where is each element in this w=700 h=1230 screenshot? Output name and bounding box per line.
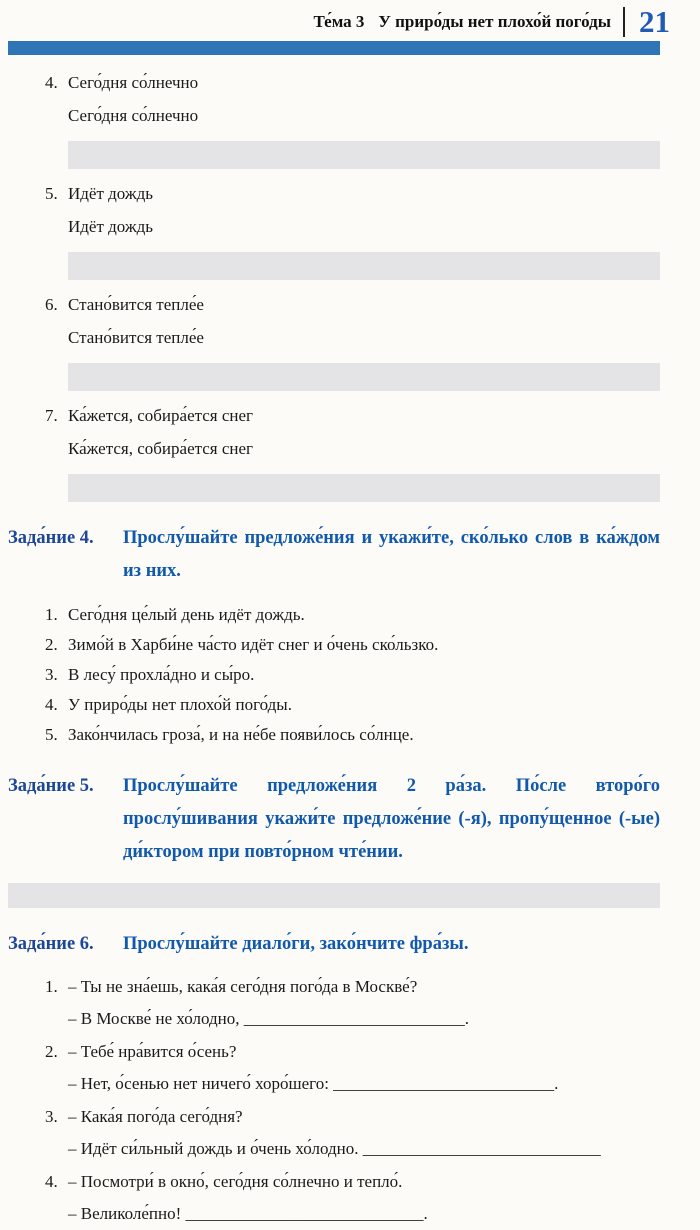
item-repeat: Ка́жется, собира́ется снег xyxy=(68,439,254,458)
dialogue-question: – Ты не зна́ешь, кака́я сего́дня пого́да в Москве́? xyxy=(68,977,418,996)
task-5-label: Зада́ние 5. xyxy=(8,776,94,796)
task-6-instruction: Прослу́шайте диало́ги, зако́нчите фра́зы. xyxy=(123,934,469,954)
sentence-text: Зимо́й в Харби́не ча́сто идёт снег и о́чень ско́льзко. xyxy=(68,635,439,654)
page-header xyxy=(0,0,700,38)
task-4-label: Зада́ние 4. xyxy=(8,528,94,548)
page-number: 21 xyxy=(639,4,670,39)
dialogue-item xyxy=(0,1036,700,1100)
item-number: 4. xyxy=(45,73,58,92)
task-4-instruction: Прослу́шайте предложе́ния и укажи́те, ско́лько слов в ка́ждом из них. xyxy=(123,528,660,581)
sentence-item xyxy=(0,690,700,720)
task-4-heading xyxy=(8,522,660,588)
running-title xyxy=(313,12,611,32)
answer-field-bar xyxy=(68,363,660,391)
dialogue-number: 3. xyxy=(45,1107,58,1126)
task-6-heading xyxy=(8,928,660,961)
dialogue-answer-with-blank: – Великоле́пно! ____________________________. xyxy=(68,1204,428,1223)
task-6-dialogues xyxy=(0,971,700,1230)
dialogue-answer-with-blank: – Идёт си́льный дождь и о́чень хо́лодно. ____________________________ xyxy=(68,1139,601,1158)
task-5-instruction: Прослу́шайте предложе́ния 2 ра́за. По́сле второ́го прослу́шивания укажи́те предложе́ние (-я), пропу́щенное (-ые) ди́ктором при повто́рном чте́нии. xyxy=(123,776,660,862)
item-number: 6. xyxy=(45,295,58,314)
answer-field-bar xyxy=(68,252,660,280)
sentence-text: Сего́дня це́лый день идёт дождь. xyxy=(68,605,305,624)
sentence-item xyxy=(0,630,700,660)
sentence-number: 3. xyxy=(45,665,58,684)
item-number: 7. xyxy=(45,406,58,425)
item-repeat: Стано́вится тепле́е xyxy=(68,328,204,347)
exercise-items xyxy=(0,73,700,502)
sentence-text: У приро́ды нет плохо́й пого́ды. xyxy=(68,695,292,714)
sentence-number: 5. xyxy=(45,725,58,744)
header-accent-bar xyxy=(8,41,660,55)
dialogue-number: 4. xyxy=(45,1172,58,1191)
dialogue-item xyxy=(0,1166,700,1230)
dialogue-answer-with-blank: – Нет, о́сенью нет ничего́ хоро́шего: __________________________. xyxy=(68,1074,559,1093)
exercise-item xyxy=(0,73,700,169)
exercise-item xyxy=(0,406,700,502)
answer-field-bar xyxy=(68,474,660,502)
dialogue-question: – Посмотри́ в окно́, сего́дня со́лнечно и тепло́. xyxy=(68,1172,403,1191)
answer-field-bar-wide xyxy=(8,883,660,908)
dialogue-item xyxy=(0,971,700,1035)
exercise-item xyxy=(0,184,700,280)
task-4-sentence-list xyxy=(0,600,700,750)
chapter-label: Те́ма 3 xyxy=(313,12,365,31)
item-prompt: Ка́жется, собира́ется снег xyxy=(68,406,254,425)
dialogue-number: 2. xyxy=(45,1042,58,1061)
item-prompt: Идёт дождь xyxy=(68,184,154,203)
answer-field-bar xyxy=(68,141,660,169)
sentence-text: В лесу́ прохла́дно и сы́ро. xyxy=(68,665,255,684)
task-6-label: Зада́ние 6. xyxy=(8,934,94,954)
dialogue-question: – Тебе́ нра́вится о́сень? xyxy=(68,1042,237,1061)
sentence-item xyxy=(0,720,700,750)
sentence-text: Зако́нчилась гроза́, и на не́бе появи́лось со́лнце. xyxy=(68,725,414,744)
item-prompt: Стано́вится тепле́е xyxy=(68,295,204,314)
dialogue-item xyxy=(0,1101,700,1165)
sentence-number: 2. xyxy=(45,635,58,654)
sentence-number: 1. xyxy=(45,605,58,624)
sentence-item xyxy=(0,600,700,630)
dialogue-question: – Кака́я пого́да сего́дня? xyxy=(68,1107,243,1126)
sentence-item xyxy=(0,660,700,690)
item-prompt: Сего́дня со́лнечно xyxy=(68,73,199,92)
sentence-number: 4. xyxy=(45,695,58,714)
chapter-title: У приро́ды нет плохо́й пого́ды xyxy=(378,12,611,31)
dialogue-answer-with-blank: – В Москве́ не хо́лодно, __________________________. xyxy=(68,1009,469,1028)
task-5-heading xyxy=(8,770,660,869)
item-repeat: Сего́дня со́лнечно xyxy=(68,106,199,125)
item-number: 5. xyxy=(45,184,58,203)
exercise-item xyxy=(0,295,700,391)
dialogue-number: 1. xyxy=(45,977,58,996)
header-divider xyxy=(623,7,625,37)
item-repeat: Идёт дождь xyxy=(68,217,154,236)
